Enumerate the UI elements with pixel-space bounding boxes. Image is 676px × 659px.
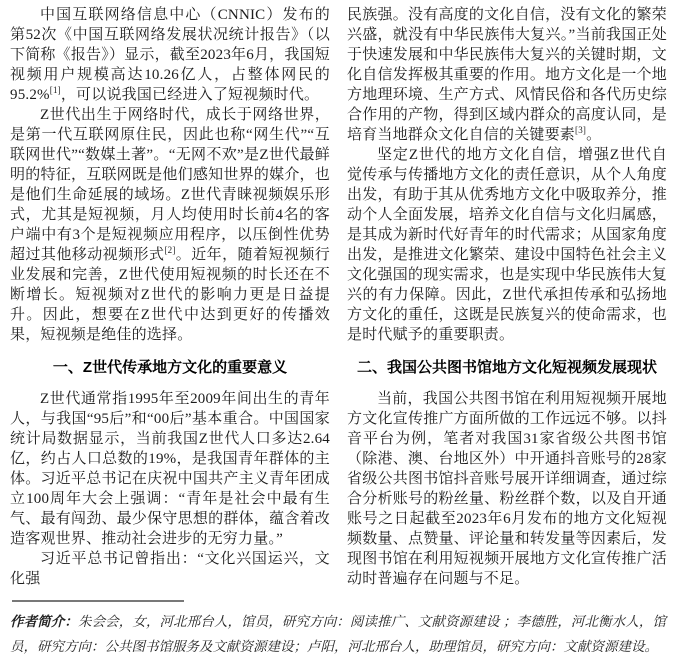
text-run: 民族强。没有高度的文化自信，没有文化的繁荣兴盛，就没有中华民族伟大复兴。”当前我国正处于快速发展和中华民族伟大复兴的关键时期，文化自信发挥极其重要的作用。地方文化是一个地方地理环境、生产方式、风情民俗和各代历史综合作用的产物，得到区域内群众的高度认同，是培育当地群众文化自信的关键要素 bbox=[347, 7, 667, 143]
citation-superscript: [3] bbox=[575, 125, 587, 135]
paragraph bbox=[347, 389, 667, 589]
citation-superscript: [2] bbox=[164, 245, 176, 255]
column-left bbox=[10, 5, 330, 589]
paragraph bbox=[347, 5, 667, 145]
text-run: Z世代出生于网络时代，成长于网络世界，是第一代互联网原住民，因此也称“网生代”“互联网世代”“数媒土著”。“无网不欢”是Z世代最鲜明的特征，互联网既是他们感知世界的媒介，也是他们生命延展的域场。Z世代青睐视频娱乐形式，尤其是短视频，月人均使用时长前4名的客户端中有3个是短视频应用程序，以压倒性优势超过其他移动视频形式 bbox=[10, 107, 330, 263]
paragraph bbox=[10, 5, 330, 105]
text-run: 坚定Z世代的地方文化自信，增强Z世代自觉传承与传播地方文化的责任意识，从个人角度出发，有助于其从优秀地方文化中吸取养分，推动个人全面发展，培养文化自信与文化归属感，是其成为新时代好青年的时代需求；从国家角度出发，是推进文化繁荣、建设中国特色社会主义文化强国的现实需求，也是实现中华民族伟大复兴的有力保障。因此，Z世代承担传承和弘扬地方文化的重任，这既是民族复兴的使命需求，也是时代赋予的重要职责。 bbox=[347, 147, 667, 343]
text-run: 。 bbox=[586, 127, 602, 143]
two-column-body bbox=[10, 5, 666, 589]
section-heading: 二、我国公共图书馆地方文化短视频发展现状 bbox=[356, 359, 657, 376]
text-run: ，可以说我国已经进入了短视频时代。 bbox=[60, 87, 320, 103]
paragraph bbox=[10, 105, 330, 345]
citation-superscript: [1] bbox=[49, 85, 61, 95]
paragraph bbox=[347, 145, 667, 345]
author-bio-footnote bbox=[10, 609, 666, 659]
column-right bbox=[347, 5, 667, 589]
text-run: Z世代通常指1995年至2009年间出生的青年人，与我国“95后”和“00后”基本重合。中国国家统计局数据显示，当前我国Z世代人口多达2.64亿，约占人口总数的19%，是我国青年群体的主体。习近平总书记在庆祝中国共产主义青年团成立100周年大会上强调：“青年是社会中最有生气、最有闯劲、最少保守思想的群体，蕴含着改造客观世界、推动社会进步的无穷力量。” bbox=[10, 391, 330, 547]
text-run: 习近平总书记曾指出：“文化兴国运兴，文化强 bbox=[10, 551, 330, 587]
section-heading: 一、Z世代传承地方文化的重要意义 bbox=[52, 359, 288, 376]
paragraph bbox=[10, 549, 330, 589]
paragraph bbox=[10, 389, 330, 549]
author-bio-label: 作者简介： bbox=[10, 614, 78, 629]
text-run: 中国互联网络信息中心（CNNIC）发布的第52次《中国互联网络发展状况统计报告》（以下简称《报告》）显示，截至2023年6月，我国短视频用户规模高达10.26亿人，占整体网民的95.2% bbox=[10, 7, 330, 103]
text-run: 。近年，随着短视频行业发展和完善，Z世代使用短视频的时长还在不断增长。短视频对Z世代的影响力更是日益提升。因此，想要在Z世代中达到更好的传播效果，短视频是绝佳的选择。 bbox=[10, 247, 330, 343]
footnote-divider bbox=[12, 600, 184, 602]
author-bio-text: 朱会会，女，河北邢台人，馆员，研究方向：阅读推广、文献资源建设 ；李德胜，河北衡水人，馆员，研究方向：公共图书馆服务及文献资源建设；卢阳，河北邢台人，助理馆员，研究方向：文献资源建设。 bbox=[10, 614, 667, 654]
text-run: 当前，我国公共图书馆在利用短视频开展地方文化宣传推广方面所做的工作远远不够。以抖音平台为例，笔者对我国31家省级公共图书馆（除港、澳、台地区外）中开通抖音账号的28家省级公共图书馆抖音账号展开详细调查，通过综合分析账号的粉丝量、粉丝群个数，以及自开通账号之日起截至2023年6月发布的地方文化短视频数量、点赞量、评论量和转发量等因素后，发现图书馆在利用短视频开展地方文化宣传推广活动时普遍存在问题与不足。 bbox=[347, 391, 667, 587]
